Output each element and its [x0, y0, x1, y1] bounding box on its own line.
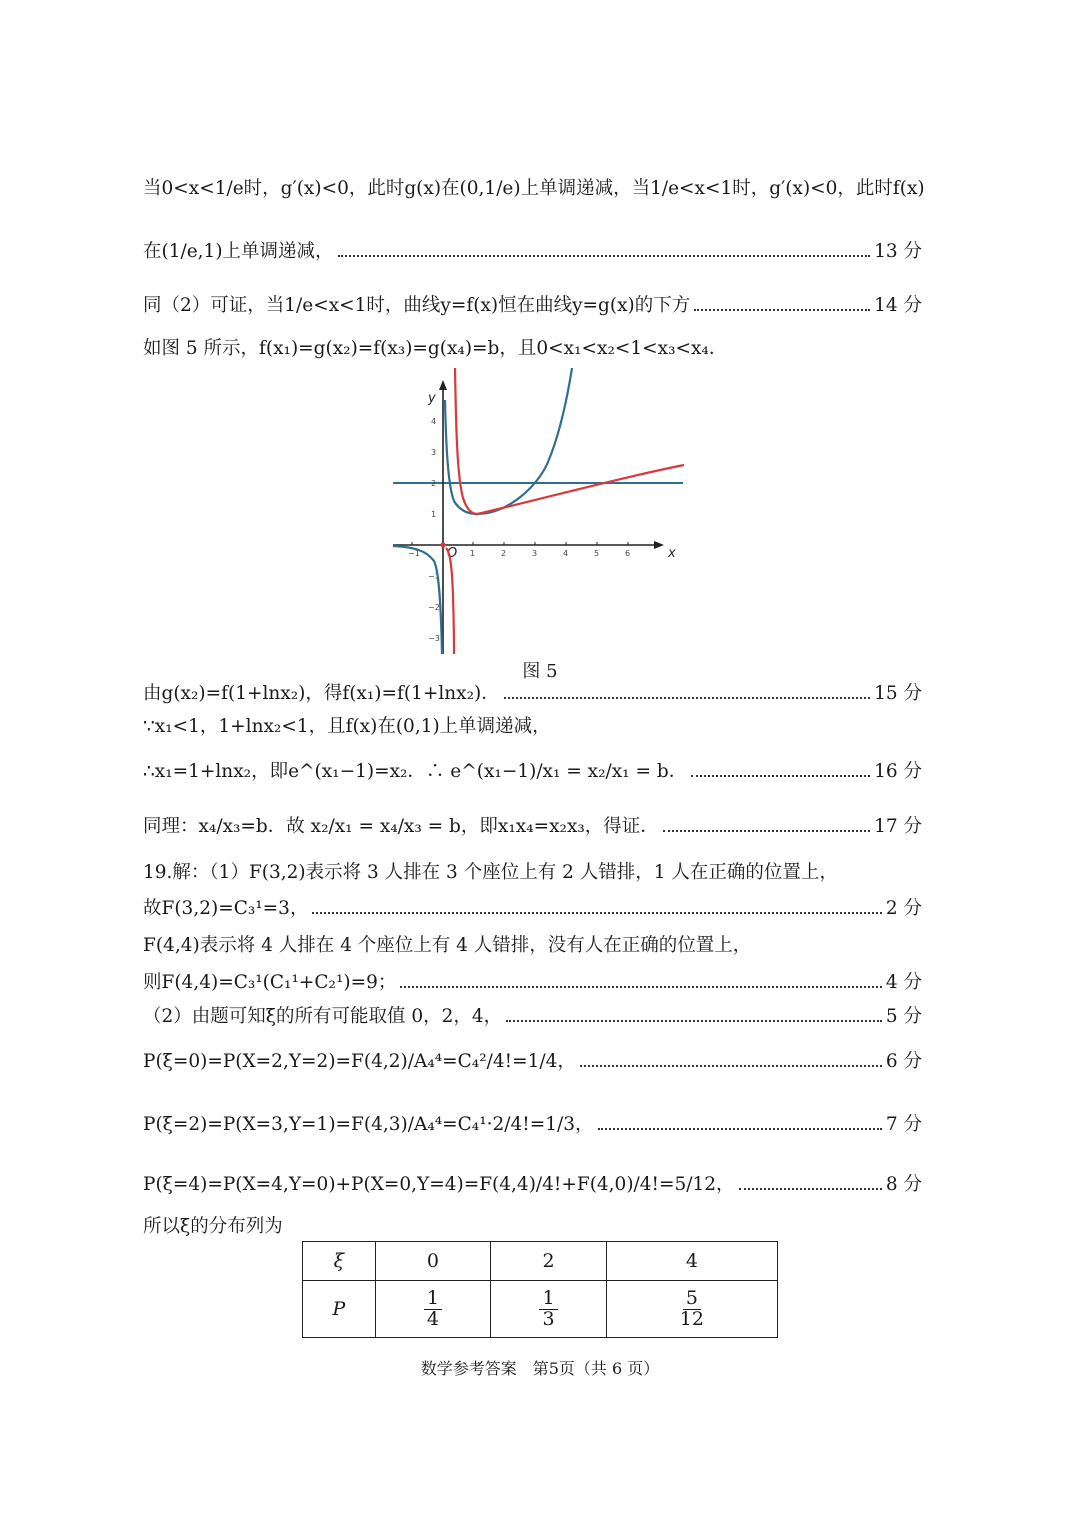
score-6: 6 分: [885, 1051, 922, 1072]
y-axis-label: y: [428, 391, 436, 406]
y-tick-label: −2: [428, 603, 440, 612]
line-8: [143, 818, 922, 837]
line-15-text: P(ξ=2)=P(X=3,Y=1)=F(4,3)/A₄⁴=C₄¹·2/4!=1/3，: [143, 1114, 594, 1135]
line-9-text: 19.解：（1）F(3,2)表示将 3 人排在 3 个座位上有 2 人错排，1 人在正确的位置上，: [143, 862, 838, 883]
x-tick-label: 6: [625, 549, 631, 558]
probability-cell: [375, 1281, 491, 1338]
x-tick-label: 3: [532, 549, 538, 558]
x-tick-label: −1: [408, 549, 420, 558]
y-tick-label: 2: [431, 479, 437, 488]
line-14-text: P(ξ=0)=P(X=2,Y=2)=F(4,2)/A₄⁴=C₄²/4!=1/4，: [143, 1051, 576, 1072]
line-5: [143, 685, 922, 704]
y-axis-arrow-icon: [439, 380, 447, 390]
x-tick-label: 5: [594, 549, 600, 558]
line-2-text: 在(1/e,1)上单调递减，: [143, 241, 334, 262]
g-curve-right-branch: [445, 368, 572, 514]
y-tick-label: −1: [428, 572, 440, 581]
score-5: 5 分: [885, 1006, 922, 1027]
line-10: [143, 900, 922, 919]
x-axis-label: x: [668, 546, 676, 561]
score-17: 17 分: [874, 816, 922, 837]
line-1: [143, 178, 925, 199]
fraction-denominator: 12: [679, 1307, 704, 1330]
table-header-cell: 0: [375, 1242, 491, 1281]
table-header-cell: 4: [606, 1242, 777, 1281]
line-10-text: 故F(3,2)=C₃¹=3，: [143, 898, 309, 919]
y-tick-label: 3: [431, 448, 437, 457]
fraction-numerator: 1: [539, 1289, 557, 1310]
line-3-text: 同（2）可证，当1/e<x<1时，曲线y=f(x)恒在曲线y=g(x)的下方: [143, 295, 691, 316]
score-2: 2 分: [885, 898, 922, 919]
score-16: 16 分: [874, 761, 922, 782]
line-5-text: 由g(x₂)=f(1+lnx₂)，得f(x₁)=f(1+lnx₂)．: [143, 683, 500, 704]
figure-5-graph: [388, 366, 688, 658]
dot-leader: [338, 255, 871, 257]
line-7: [143, 763, 922, 782]
line-6-text: ∵x₁<1，1+lnx₂<1，且f(x)在(0,1)上单调递减，: [143, 716, 551, 737]
table-header-row: [303, 1242, 778, 1281]
x-tick-label: 2: [501, 549, 507, 558]
fraction-denominator: 4: [426, 1307, 440, 1330]
line-1-text: 当0<x<1/e时，g′(x)<0，此时g(x)在(0,1/e)上单调递减，当1/e<x<1时，g′(x)<0，此时f(x): [143, 178, 925, 199]
score-4: 4 分: [885, 972, 922, 993]
fraction: [424, 1286, 442, 1330]
f-curve-lower-branch: [446, 548, 454, 654]
line-2: [143, 243, 922, 262]
y-tick-label: 1: [431, 510, 437, 519]
line-7-text: ∴x₁=1+lnx₂，即e^(x₁−1)=x₂．∴ e^(x₁−1)/x₁ = x₂/x₁ = b．: [143, 761, 688, 782]
line-16: [143, 1176, 922, 1195]
table-row-label: P: [303, 1281, 376, 1338]
origin-label: O: [447, 546, 458, 561]
fraction: [539, 1286, 557, 1330]
line-14: [143, 1053, 922, 1072]
line-13: [143, 1008, 922, 1027]
dot-leader: [504, 697, 870, 699]
x-tick-label: 1: [470, 549, 476, 558]
score-13: 13 分: [874, 241, 922, 262]
score-7: 7 分: [885, 1114, 922, 1135]
fraction-numerator: 5: [683, 1289, 701, 1310]
dot-leader: [694, 309, 870, 311]
fraction-numerator: 1: [424, 1289, 442, 1310]
dot-leader: [663, 830, 870, 832]
line-6: [143, 718, 922, 737]
score-14: 14 分: [874, 295, 922, 316]
probability-cell: [606, 1281, 777, 1338]
score-8: 8 分: [885, 1174, 922, 1195]
distribution-table: [302, 1241, 778, 1338]
line-9: [143, 864, 922, 883]
line-12: [143, 974, 922, 993]
dot-leader: [598, 1128, 882, 1130]
table-header-cell: ξ: [303, 1242, 376, 1281]
fraction: [677, 1286, 707, 1330]
table-header-cell: 2: [491, 1242, 607, 1281]
dot-leader: [400, 986, 881, 988]
line-3: [143, 297, 922, 316]
fraction-denominator: 3: [542, 1307, 555, 1330]
dot-leader: [691, 775, 870, 777]
line-17-text: 所以ξ的分布列为: [143, 1216, 283, 1237]
page-footer: 数学参考答案 第5页（共 6 页）: [420, 1359, 660, 1378]
x-axis-arrow-icon: [654, 541, 664, 549]
line-11-text: F(4,4)表示将 4 人排在 4 个座位上有 4 人错排，没有人在正确的位置上，: [143, 935, 752, 956]
dot-leader: [506, 1020, 882, 1022]
score-15: 15 分: [874, 683, 922, 704]
line-4-text: 如图 5 所示，f(x₁)=g(x₂)=f(x₃)=g(x₄)=b，且0<x₁<x₂<1<x₃<x₄．: [143, 338, 728, 359]
line-15: [143, 1116, 922, 1135]
line-8-text: 同理：x₄/x₃=b．故 x₂/x₁ = x₄/x₃ = b，即x₁x₄=x₂x₃，得证．: [143, 816, 659, 837]
origin-point: [440, 542, 445, 547]
dot-leader: [739, 1188, 882, 1190]
line-12-text: 则F(4,4)=C₃¹(C₁¹+C₂¹)=9；: [143, 972, 397, 993]
figure-caption: 图 5: [522, 661, 558, 682]
probability-cell: [491, 1281, 607, 1338]
dot-leader: [580, 1065, 882, 1067]
line-17: [143, 1218, 922, 1237]
dot-leader: [312, 912, 881, 914]
line-16-text: P(ξ=4)=P(X=4,Y=0)+P(X=0,Y=4)=F(4,4)/4!+F(4,0)/4!=5/12，: [143, 1174, 735, 1195]
f-curve-main-branch: [455, 368, 684, 514]
line-4: [143, 340, 922, 359]
table-row: [303, 1281, 778, 1338]
y-tick-label: 4: [431, 417, 437, 426]
y-tick-label: −3: [428, 634, 440, 643]
line-11: [143, 937, 922, 956]
line-13-text: （2）由题可知ξ的所有可能取值 0，2，4，: [143, 1006, 503, 1027]
x-tick-label: 4: [563, 549, 569, 558]
